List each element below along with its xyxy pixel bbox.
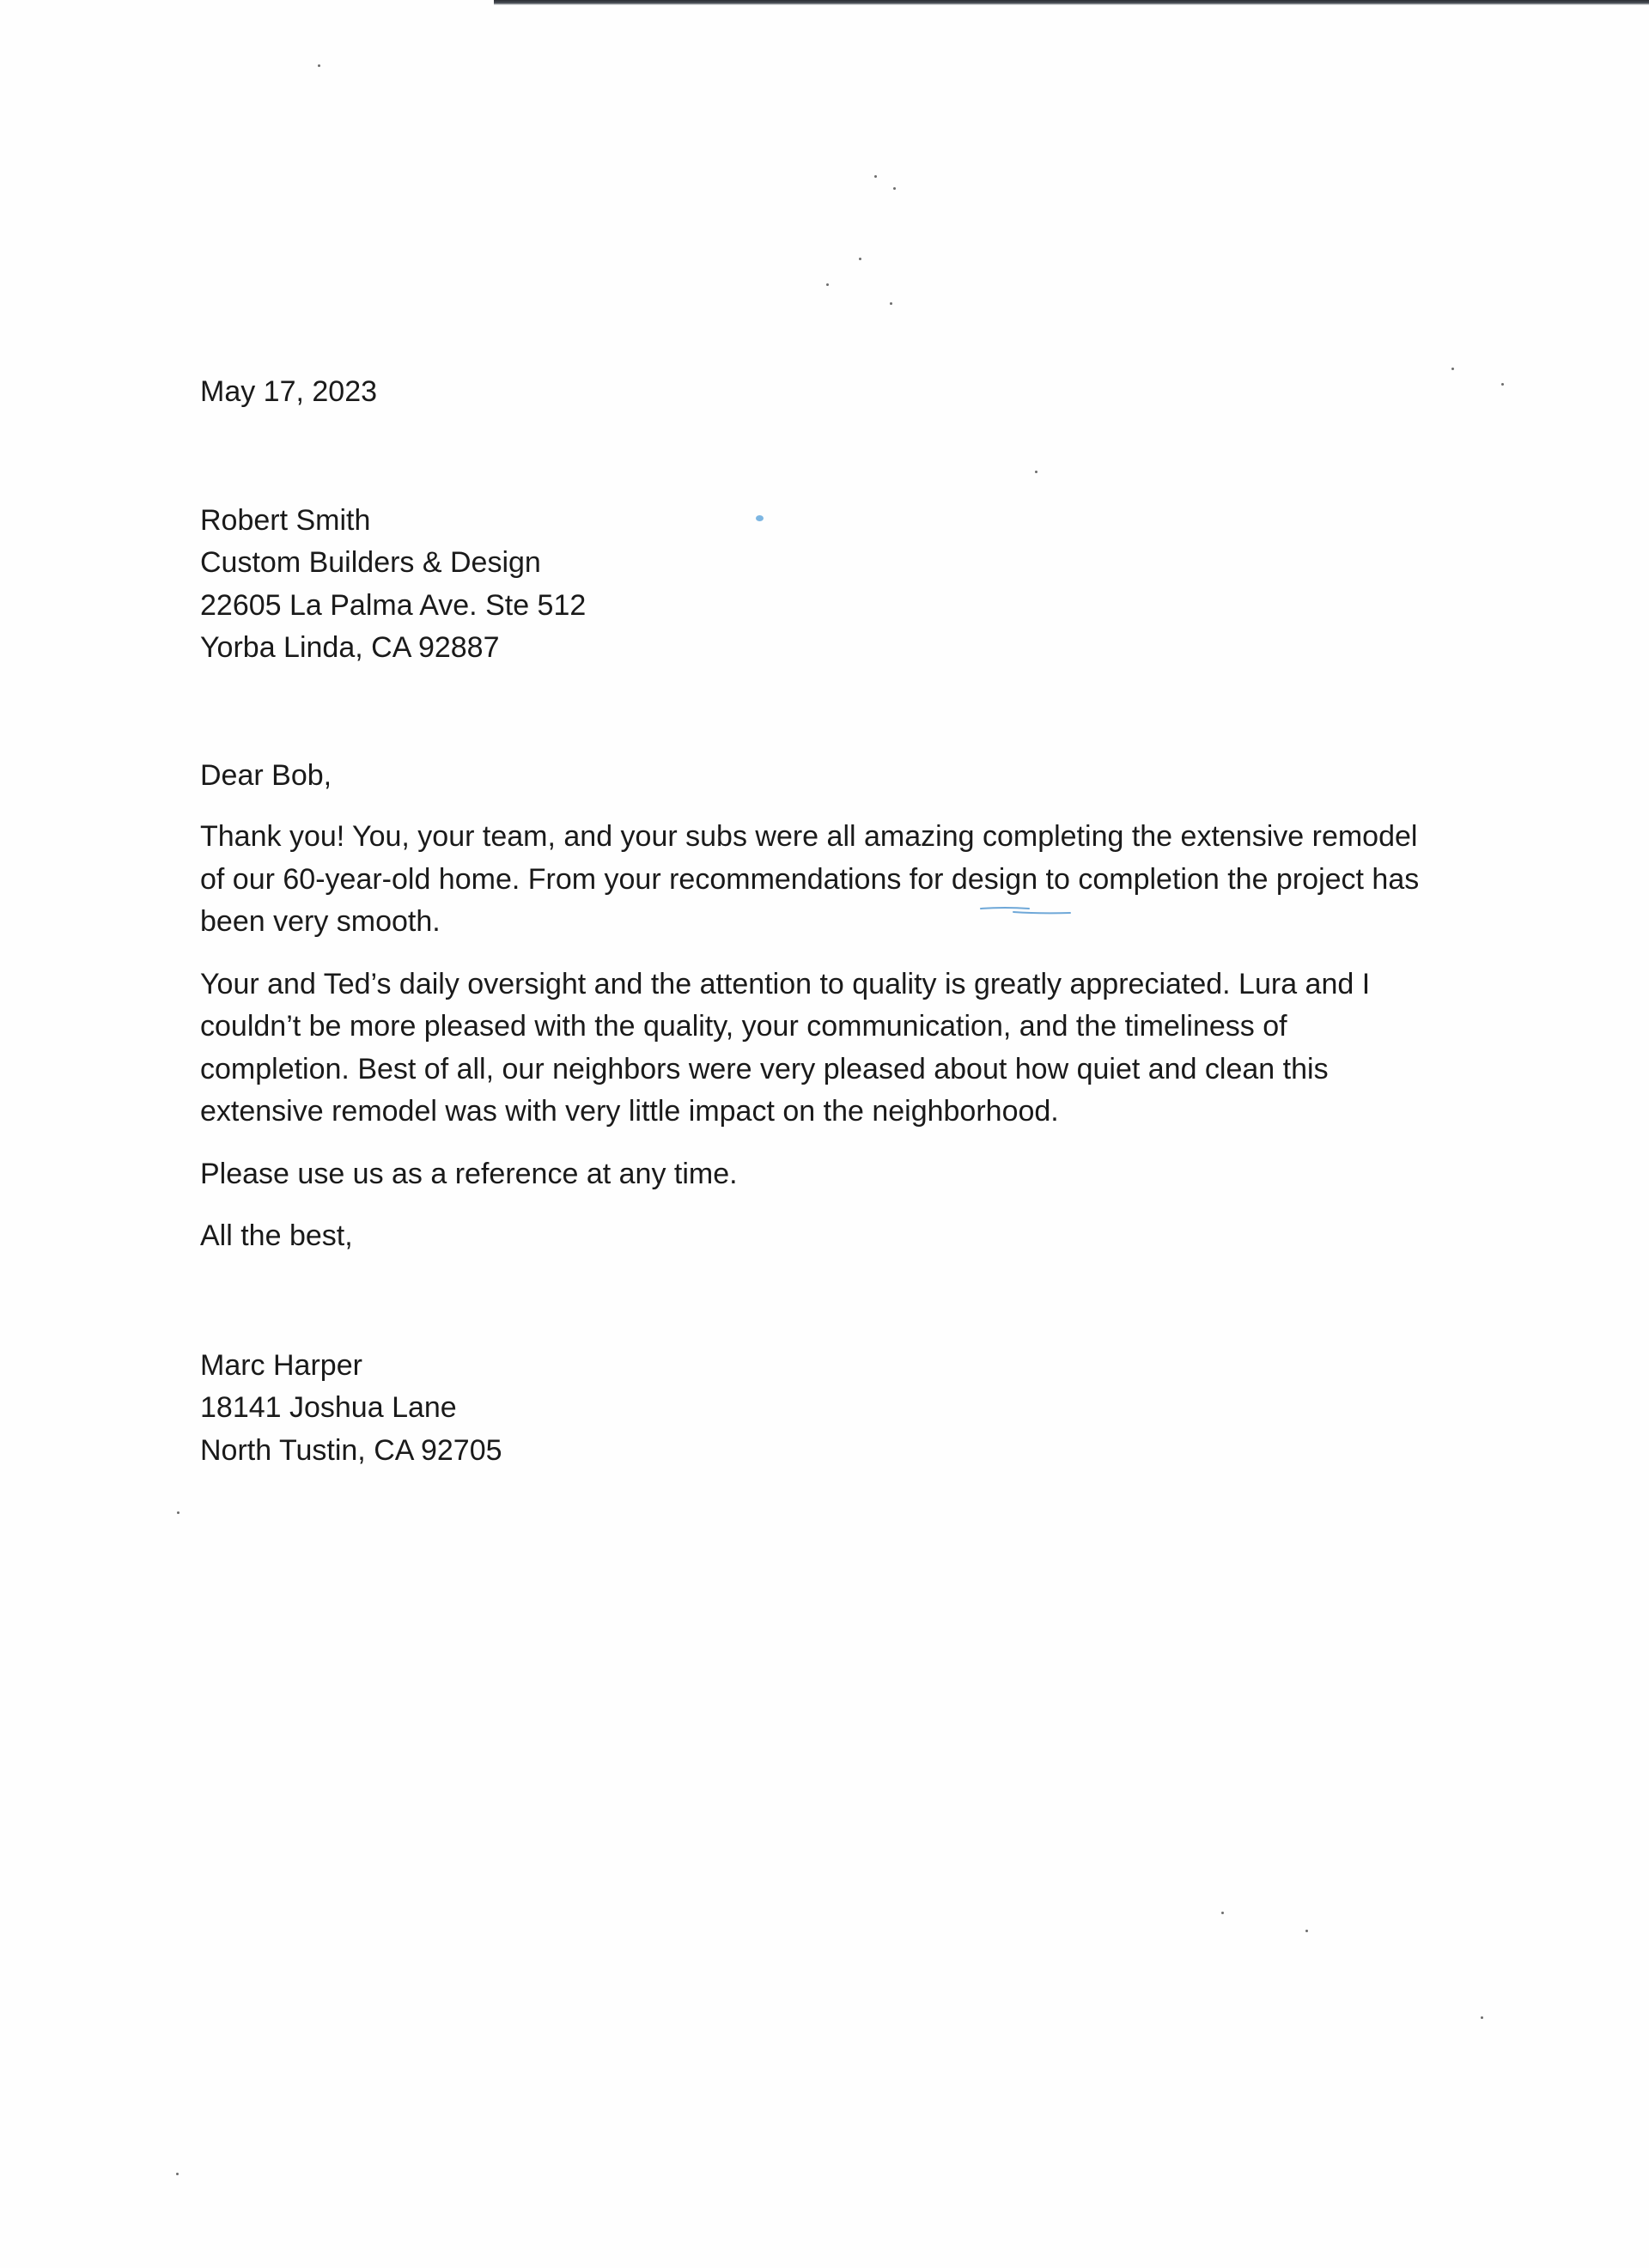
scan-speck bbox=[859, 258, 861, 260]
paragraph-line: Thank you! You, your team, and your subs were all amazing completing the extensive remodel bbox=[200, 820, 1418, 853]
scan-speck bbox=[826, 283, 829, 286]
scanner-top-edge bbox=[494, 0, 1649, 5]
recipient-company: Custom Builders & Design bbox=[200, 546, 541, 579]
body-paragraph bbox=[200, 816, 1471, 944]
scan-speck bbox=[1481, 2016, 1483, 2019]
scan-speck bbox=[890, 302, 892, 305]
salutation: Dear Bob, bbox=[200, 758, 332, 792]
sender-street: 18141 Joshua Lane bbox=[200, 1391, 457, 1424]
letter-body bbox=[200, 371, 1471, 1472]
scan-speck bbox=[893, 187, 896, 190]
scan-speck bbox=[874, 175, 877, 178]
recipient-address-block bbox=[200, 500, 1471, 670]
recipient-name: Robert Smith bbox=[200, 503, 371, 537]
sender-address-block bbox=[200, 1345, 1471, 1473]
scan-speck bbox=[176, 2173, 179, 2175]
recipient-street: 22605 La Palma Ave. Ste 512 bbox=[200, 588, 587, 622]
scan-speck bbox=[1305, 1930, 1308, 1932]
scan-speck bbox=[177, 1511, 180, 1514]
paragraph-line: couldn’t be more pleased with the quality, your communication, and the timeliness of bbox=[200, 1010, 1287, 1043]
scan-speck bbox=[1451, 368, 1454, 370]
paragraph-line: extensive remodel was with very little impact on the neighborhood. bbox=[200, 1095, 1059, 1128]
closing: All the best, bbox=[200, 1219, 353, 1252]
scan-speck bbox=[1501, 383, 1504, 386]
paragraph-line: of our 60-year-old home. From your recommendations for design to completion the project has bbox=[200, 862, 1420, 896]
sender-city-state-zip: North Tustin, CA 92705 bbox=[200, 1433, 502, 1467]
paragraph-line: been very smooth. bbox=[200, 905, 441, 938]
recipient-city-state-zip: Yorba Linda, CA 92887 bbox=[200, 631, 500, 664]
paragraph-line: completion. Best of all, our neighbors were very pleased about how quiet and clean this bbox=[200, 1052, 1329, 1085]
sender-name: Marc Harper bbox=[200, 1348, 362, 1382]
scan-speck bbox=[318, 64, 320, 67]
letter-date: May 17, 2023 bbox=[200, 375, 378, 408]
body-paragraph bbox=[200, 964, 1471, 1134]
paragraph-line: Your and Ted’s daily oversight and the attention to quality is greatly appreciated. Lura and I bbox=[200, 967, 1371, 1000]
body-paragraph bbox=[200, 1153, 1471, 1196]
paragraph-line: Please use us as a reference at any time. bbox=[200, 1157, 738, 1190]
scan-speck bbox=[1221, 1912, 1224, 1914]
